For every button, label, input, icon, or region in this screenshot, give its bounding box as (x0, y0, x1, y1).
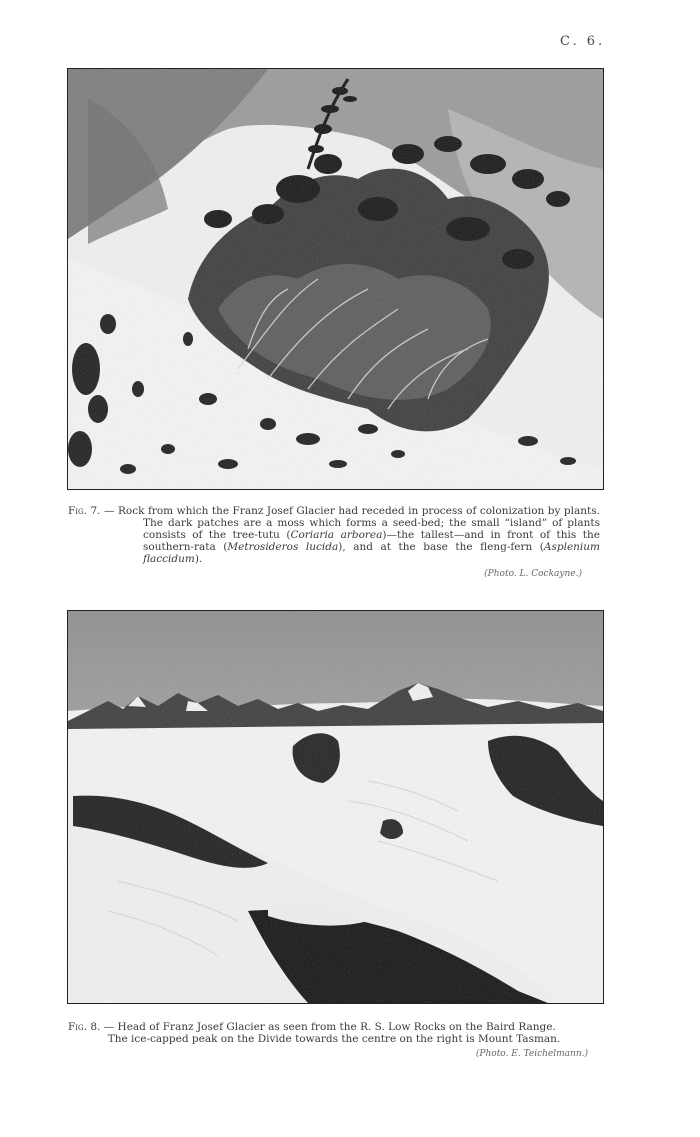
figure-7-caption-part-4: ). (194, 553, 203, 565)
figure-7-caption-part-2: )—the tallest—and in front of this the southern-rata ( (143, 529, 600, 553)
figure-8-credit: (Photo. E. Teichelmann.) (475, 1049, 588, 1059)
figure-7-caption-part-1: Rock from which the Franz Josef Glacier had receded in process of colonization by plants. The dark patches are a moss which forms a seed-bed; the small “island” of plants consists of the tree-tutu ( (117, 505, 600, 541)
figure-7-photo (67, 68, 604, 490)
figure-7-illustration (68, 69, 603, 489)
figure-8-illustration (68, 611, 603, 1003)
figure-7-caption-part-3: ), and at the base the fleng-fern ( (338, 541, 544, 553)
figure-8-caption-text-1: Head of Franz Josef Glacier as seen from the R. S. Low Rocks on the Baird Range. (117, 1021, 556, 1033)
figure-7-species-2: Metrosideros lucida (227, 541, 339, 553)
figure-8-caption-line-1: Fig. 8. — Head of Franz Josef Glacier as seen from the R. S. Low Rocks on the Baird Range. (68, 1021, 556, 1033)
figure-7-caption-text: Fig. 7. — Rock from which the Franz Josef Glacier had receded in process of colonization by plants. The dark patches are a moss which forms a seed-bed; the small “island” of plants consists of the tree-tutu (Coriaria arborea)—the tallest—and in front of this the southern-rata (Metrosideros lucida), and at the base the fleng-fern (Asplenium flaccidum). (68, 505, 600, 565)
page-number: C. 6. (560, 34, 606, 49)
figure-7-caption (68, 505, 600, 580)
figure-8-caption-line-2: The ice-capped peak on the Divide towards the centre on the right is Mount Tasman. (107, 1033, 561, 1045)
figure-8-caption (68, 1021, 600, 1060)
figure-8-photo (67, 610, 604, 1004)
figure-7-species-1: Coriaria arborea (290, 529, 383, 541)
figure-7-label: Fig. 7. (68, 505, 101, 517)
figure-7-species-3: Asplenium flaccidum (143, 541, 600, 565)
figure-8-label: Fig. 8. (68, 1021, 101, 1033)
figure-7-credit: (Photo. L. Cockayne.) (484, 569, 582, 579)
